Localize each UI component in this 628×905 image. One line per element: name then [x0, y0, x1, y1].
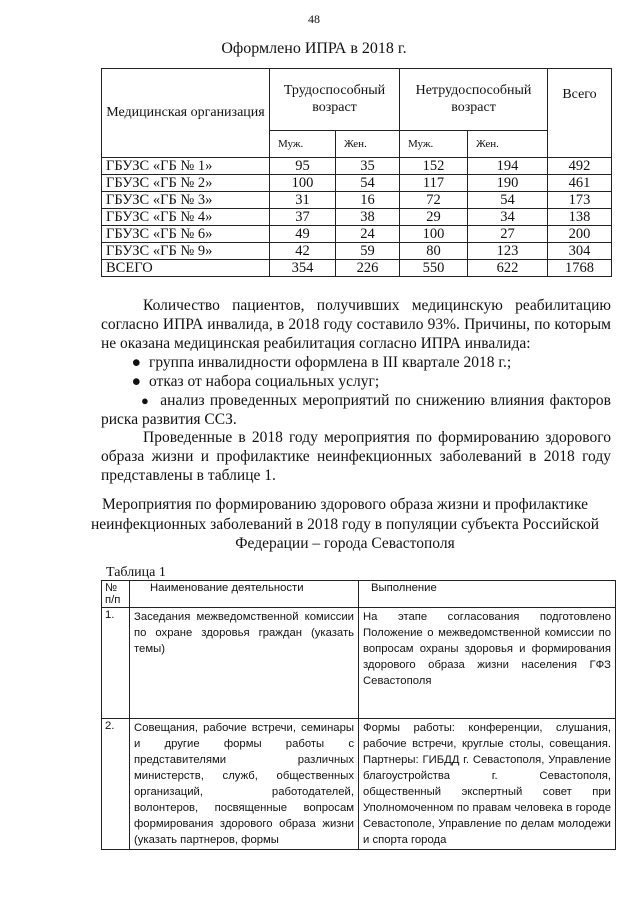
cell-org: ГБУЗС «ГБ № 6»: [102, 226, 270, 243]
cell-unable-f: 194: [468, 158, 548, 175]
ipra-table: [101, 68, 612, 277]
row-num: 2.: [102, 719, 130, 850]
cell-able-f: 59: [336, 243, 400, 260]
table-row: [102, 260, 612, 277]
cell-total: 492: [548, 158, 612, 175]
table1-title: Оформлено ИПРА в 2018 г.: [221, 40, 407, 57]
table2-caption: Таблица 1: [106, 565, 166, 580]
list-item: ● группа инвалидности оформлена в III квартале 2018 г.;: [101, 353, 611, 372]
row-activity: Заседания межведомственной комиссии по охране здоровья граждан (указать темы): [130, 608, 359, 719]
cell-unable-f: 190: [468, 175, 548, 192]
header-activity: Наименование деятельности: [130, 581, 359, 608]
page-number: 48: [308, 12, 320, 26]
cell-able-f: 24: [336, 226, 400, 243]
cell-unable-f: 54: [468, 192, 548, 209]
cell-total: 200: [548, 226, 612, 243]
cell-able-m: 37: [270, 209, 336, 226]
list-item: ● анализ проведенных мероприятий по снижению влияния факторов риска развития ССЗ.: [101, 392, 611, 428]
cell-org: ГБУЗС «ГБ № 4»: [102, 209, 270, 226]
cell-unable-m: 152: [400, 158, 468, 175]
cell-org: ВСЕГО: [102, 260, 270, 277]
header-unable-male: Муж.: [400, 131, 468, 158]
paragraph-measures: Проведенные в 2018 году мероприятия по формированию здорового образа жизни и профилактике неинфекционных заболеваний в 2018 году представлены в таблице 1.: [101, 429, 611, 484]
cell-able-m: 95: [270, 158, 336, 175]
row-result: Формы работы: конференции, слушания, рабочие встречи, круглые столы, совещания. Партнеры: ГИБДД г. Севастополя, Управление благоустройства г. Севастополя, общественный экспертный совет при Уполномоченном по правам человека в городе Севастополе, Управление по делам молодежи и спорта города: [359, 719, 616, 850]
paragraph-rehab: Количество пациентов, получивших медицинскую реабилитацию согласно ИПРА инвалида, в 2018 году составило 93%. Причины, по которым не оказана медицинская реабилитация согласно ИПРА инвалида:: [101, 297, 611, 352]
header-able-female: Жен.: [336, 131, 400, 158]
row-result: На этапе согласования подготовлено Положение о межведомственной комиссии по вопросам охраны здоровья и формирования здорового образа жизни населения ГФЗ Севастополя: [359, 608, 616, 719]
header-result: Выполнение: [359, 581, 616, 608]
cell-able-m: 31: [270, 192, 336, 209]
header-unable: Нетрудоспособный возраст: [400, 69, 548, 131]
measures-table: [101, 580, 616, 850]
header-able: Трудоспособный возраст: [270, 69, 400, 131]
bullet-icon: ●: [141, 393, 151, 408]
cell-org: ГБУЗС «ГБ № 3»: [102, 192, 270, 209]
cell-able-f: 38: [336, 209, 400, 226]
cell-able-m: 354: [270, 260, 336, 277]
header-total: Всего: [548, 69, 612, 158]
table-row: [102, 226, 612, 243]
cell-able-f: 35: [336, 158, 400, 175]
cell-total: 461: [548, 175, 612, 192]
table-row: [102, 158, 612, 175]
cell-unable-m: 80: [400, 243, 468, 260]
cell-org: ГБУЗС «ГБ № 2»: [102, 175, 270, 192]
cell-unable-f: 123: [468, 243, 548, 260]
cell-unable-m: 550: [400, 260, 468, 277]
table-row: [102, 192, 612, 209]
table-row: [102, 175, 612, 192]
cell-able-f: 54: [336, 175, 400, 192]
cell-able-m: 100: [270, 175, 336, 192]
cell-able-m: 49: [270, 226, 336, 243]
cell-unable-m: 29: [400, 209, 468, 226]
cell-able-f: 16: [336, 192, 400, 209]
bullet-icon: ●: [131, 354, 141, 371]
cell-unable-m: 117: [400, 175, 468, 192]
cell-unable-m: 100: [400, 226, 468, 243]
cell-unable-f: 34: [468, 209, 548, 226]
table-row: [102, 243, 612, 260]
table-row: [102, 209, 612, 226]
bullet-icon: ●: [131, 373, 141, 390]
cell-total: 1768: [548, 260, 612, 277]
cell-total: 173: [548, 192, 612, 209]
cell-unable-f: 622: [468, 260, 548, 277]
reasons-list: [101, 353, 611, 429]
section-title: Мероприятия по формированию здорового образа жизни и профилактике неинфекционных заболеваний в 2018 году в популяции субъекта Российской Федерации – города Севастополя: [90, 496, 600, 552]
cell-total: 138: [548, 209, 612, 226]
table-row: [102, 608, 616, 719]
cell-able-f: 226: [336, 260, 400, 277]
cell-unable-m: 72: [400, 192, 468, 209]
cell-unable-f: 27: [468, 226, 548, 243]
header-unable-female: Жен.: [468, 131, 548, 158]
header-able-male: Муж.: [270, 131, 336, 158]
cell-total: 304: [548, 243, 612, 260]
header-num: № п/п: [102, 581, 130, 608]
row-num: 1.: [102, 608, 130, 719]
header-org: Медицинская организация: [102, 69, 270, 158]
table-row: [102, 719, 616, 850]
cell-org: ГБУЗС «ГБ № 1»: [102, 158, 270, 175]
list-item: ● отказ от набора социальных услуг;: [101, 372, 611, 391]
cell-org: ГБУЗС «ГБ № 9»: [102, 243, 270, 260]
cell-able-m: 42: [270, 243, 336, 260]
row-activity: Совещания, рабочие встречи, семинары и другие формы работы с представителями различных министерств, служб, общественных организаций, работодателей, волонтеров, посвященные вопросам формирования здорового образа жизни (указать партнеров, формы: [130, 719, 359, 850]
